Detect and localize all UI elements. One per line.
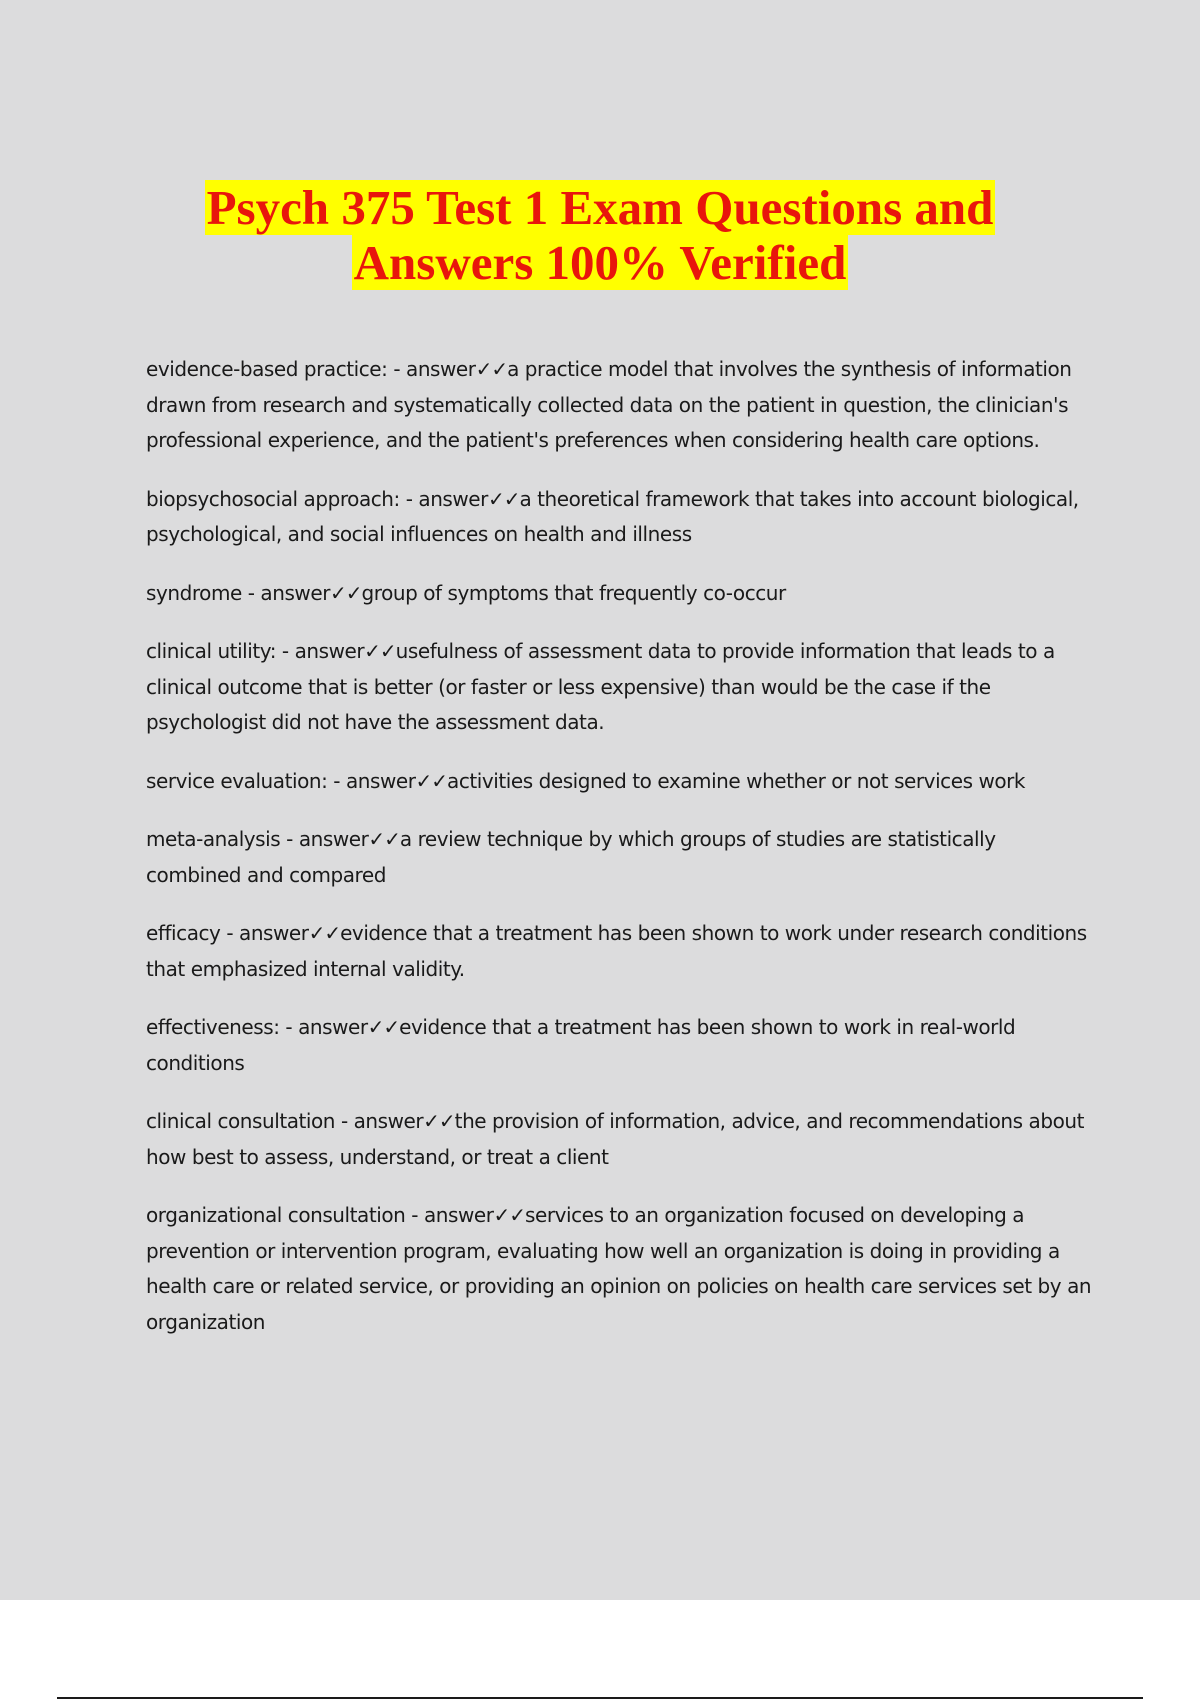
qa-entry (146, 352, 1096, 459)
entry-term: organizational consultation (146, 1203, 406, 1227)
double-check-icon: ✓✓ (308, 921, 341, 945)
answer-label: - answer (387, 357, 476, 381)
qa-entry (146, 1010, 1096, 1081)
double-check-icon: ✓✓ (329, 580, 362, 605)
entry-term: evidence-based practice: (146, 357, 388, 381)
entry-definition: evidence that a treatment has been shown to work under research conditions that emphasized internal validity. (146, 921, 1087, 981)
answer-label: - answer (279, 1015, 368, 1039)
double-check-icon: ✓✓ (364, 639, 396, 663)
entry-term: meta-analysis (146, 827, 281, 851)
double-check-icon: ✓✓ (367, 1015, 400, 1039)
entry-term: clinical consultation (146, 1109, 336, 1133)
qa-entry (146, 634, 1096, 741)
qa-entry (146, 764, 1096, 800)
entry-term: syndrome (146, 580, 242, 605)
entry-definition: usefulness of assessment data to provide information that leads to a clinical outcome that is better (or faster or less expensive) than would be the case if the psychologist did not have the assessment data. (146, 639, 1055, 734)
qa-entry (146, 1198, 1096, 1340)
footer-divider (57, 1697, 1143, 1699)
answer-label: - answer (220, 921, 309, 945)
entry-definition: a practice model that involves the synthesis of information drawn from research and systematically collected data on the patient in question, the clinician's professional experience, and the patient's preferences when considering health care options. (146, 357, 1072, 452)
qa-entry (146, 1104, 1096, 1175)
entry-definition: a theoretical framework that takes into account biological, psychological, and social influences on health and illness (146, 486, 1079, 546)
entry-term: efficacy (146, 921, 221, 945)
title-line-2: Answers 100% Verified (353, 235, 847, 290)
answer-label: - answer (280, 827, 369, 851)
qa-entry-list (146, 352, 1096, 1363)
qa-entry (146, 916, 1096, 987)
entry-definition: evidence that a treatment has been shown to work in real-world conditions (146, 1015, 1016, 1075)
entry-term: effectiveness: (146, 1015, 280, 1039)
answer-label: - answer (335, 1109, 424, 1133)
double-check-icon: ✓✓ (368, 827, 400, 851)
entry-definition: the provision of information, advice, and recommendations about how best to assess, understand, or treat a client (146, 1109, 1084, 1169)
double-check-icon: ✓✓ (487, 486, 520, 511)
qa-entry (146, 822, 1096, 893)
qa-entry (146, 482, 1096, 553)
title-line-1: Psych 375 Test 1 Exam Questions and (206, 180, 994, 235)
entry-definition: services to an organization focused on developing a prevention or intervention program, evaluating how well an organization is doing in providing a health care or related service, or providing an opinion on policies on health care services set by an organization (146, 1203, 1092, 1334)
double-check-icon: ✓✓ (475, 357, 508, 381)
answer-label: - answer (327, 768, 416, 793)
answer-label: - answer (276, 639, 365, 663)
entry-definition: activities designed to examine whether or not services work (447, 768, 1026, 793)
double-check-icon: ✓✓ (493, 1203, 525, 1227)
entry-term: service evaluation: (146, 768, 328, 793)
answer-label: - answer (241, 580, 330, 605)
entry-term: biopsychosocial approach: (146, 486, 400, 511)
answer-label: - answer (405, 1203, 494, 1227)
entry-definition: group of symptoms that frequently co-occur (361, 580, 786, 605)
entry-definition: a review technique by which groups of studies are statistically combined and compared (146, 827, 996, 887)
entry-term: clinical utility: (146, 639, 277, 663)
document-title (0, 180, 1200, 290)
double-check-icon: ✓✓ (423, 1109, 455, 1133)
qa-entry (146, 576, 1096, 612)
answer-label: - answer (399, 486, 488, 511)
double-check-icon: ✓✓ (415, 768, 448, 793)
